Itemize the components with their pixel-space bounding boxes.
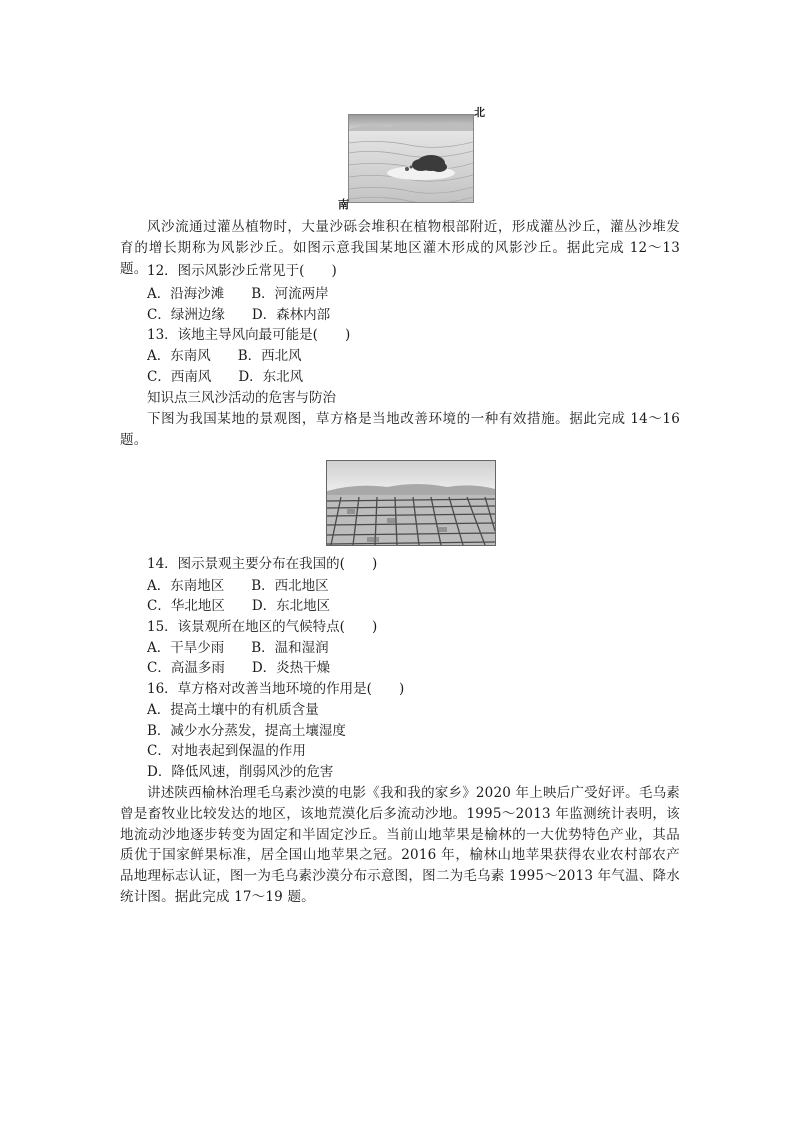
question-16-option-c: C．对地表起到保温的作用 bbox=[147, 743, 306, 759]
question-16-option-b: B．减少水分蒸发，提高土壤湿度 bbox=[147, 723, 346, 739]
question-14-options-cd: C．华北地区 D．东北地区 bbox=[147, 598, 331, 614]
south-label: 南 bbox=[338, 198, 349, 211]
section-title: 知识点三风沙活动的危害与防治 bbox=[147, 390, 336, 406]
question-12-options-cd: C．绿洲边缘 D．森林内部 bbox=[147, 307, 331, 323]
intro-paragraph-1: 风沙流通过灌丛植物时，大量沙砾会堆积在植物根部附近，形成灌丛沙丘，灌丛沙堆发育的增长期称为风影沙丘。如图示意我国某地区灌木形成的风影沙丘。据此完成 12～13 题。 bbox=[120, 219, 680, 277]
question-14-options-ab: A．东南地区 B．西北地区 bbox=[147, 578, 329, 594]
question-15-options-cd: C．高温多雨 D．炎热干燥 bbox=[147, 660, 331, 676]
north-label: 北 bbox=[474, 106, 485, 119]
question-16-stem: 16．草方格对改善当地环境的作用是( ) bbox=[147, 681, 405, 697]
question-15-stem: 15．该景观所在地区的气候特点( ) bbox=[147, 619, 378, 635]
question-12-options-ab: A．沿海沙滩 B．河流两岸 bbox=[147, 286, 329, 302]
question-13-options-cd: C．西南风 D．东北风 bbox=[147, 369, 304, 385]
question-13-stem: 13．该地主导风向最可能是( ) bbox=[147, 327, 351, 343]
straw-checkerboard-icon bbox=[327, 461, 495, 545]
straw-checkerboard-photo bbox=[326, 460, 496, 546]
desert-shrub-icon bbox=[349, 115, 473, 202]
desert-shrub-photo bbox=[348, 114, 474, 203]
intro-paragraph-3: 讲述陕西榆林治理毛乌素沙漠的电影《我和我的家乡》2020 年上映后广受好评。毛乌素曾是畜牧业比较发达的地区，该地荒漠化后多流动沙地。1995～2013 年监测统计表明，该地流动沙地逐步转变为固定和半固定沙丘。当前山地苹果是榆林的一大优势特色产业，其品质优于国家鲜果标准，居全国山地苹果之冠。2016 年，榆林山地苹果获得农业农村部农产品地理标志认证，图一为毛乌素沙漠分布示意图，图二为毛乌素 1995～2013 年气温、降水统计图。据此完成 17～19 题。 bbox=[120, 785, 680, 905]
question-12-stem: 12．图示风影沙丘常见于( ) bbox=[147, 263, 337, 279]
question-15-options-ab: A．干旱少雨 B．温和湿润 bbox=[147, 640, 329, 656]
question-13-options-ab: A．东南风 B．西北风 bbox=[147, 348, 302, 364]
question-16-option-a: A．提高土壤中的有机质含量 bbox=[147, 702, 319, 718]
intro-paragraph-2: 下图为我国某地的景观图，草方格是当地改善环境的一种有效措施。据此完成 14～16 题。 bbox=[120, 411, 680, 448]
question-14-stem: 14．图示景观主要分布在我国的( ) bbox=[147, 556, 378, 572]
question-16-option-d: D．降低风速，削弱风沙的危害 bbox=[147, 764, 334, 780]
